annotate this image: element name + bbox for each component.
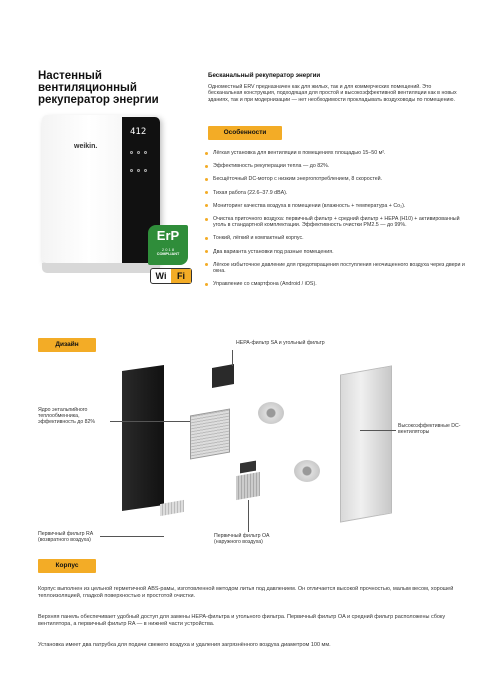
feature-item: Очистка приточного воздуха: первичный фильтр + средний фильтр + HEPA (H10) + активированный уголь в стандартной комплектации. Эффективность очистки PM2.5 — до 99%. <box>204 216 466 228</box>
callout-fans: Высокоэффективные DC-вентиляторы <box>398 423 461 435</box>
callout-line <box>100 536 164 537</box>
callout-line <box>360 430 396 431</box>
wifi-badge <box>150 268 192 284</box>
callout-line <box>232 350 233 366</box>
feature-item: Тихая работа (22.6–37.9 dBA). <box>204 190 466 196</box>
device-buttons <box>128 143 152 173</box>
hepa-filter-part <box>212 364 234 388</box>
housing-paragraph: Корпус выполнен из цельной герметичной ABS-рамы, изготовленной методом литья под давлением. Он отличается высокой прочностью, малым весом, хорошей теплоизоляцией, гладкой поверхностью и простотой очистки. <box>38 586 454 599</box>
device-brand: weikin. <box>74 143 98 150</box>
callout-line <box>248 500 249 532</box>
feature-item: Лёгкая установка для вентиляции в помещениях площадью 15–50 м². <box>204 150 466 156</box>
ra-filter-part <box>160 500 184 516</box>
feature-item: Два варианта установки под разные помещения. <box>204 249 466 255</box>
callout-filter-ra: Первичный фильтр RA (возвратного воздуха) <box>38 531 93 543</box>
front-panel-part <box>122 365 164 511</box>
callout-filter-oa: Первичный фильтр OA (наружного воздуха) <box>214 533 270 545</box>
feature-item: Эффективность рекуперации тепла — до 82%. <box>204 163 466 169</box>
feature-item: Тонкий, лёгкий и компактный корпус. <box>204 235 466 241</box>
wifi-wi: Wi <box>155 271 167 281</box>
feature-item: Лёгкое избыточное давление для предотвращения поступления неочищенного воздуха через двери и окна. <box>204 262 466 274</box>
erp-label: ErP <box>156 228 180 243</box>
fan-part <box>294 460 320 482</box>
device-base <box>42 263 160 273</box>
device-display: 412 <box>130 127 147 137</box>
design-label: Дизайн <box>38 338 96 352</box>
erp-year: 2 0 1 8 <box>161 247 175 252</box>
erp-compliant: COMPLIANT <box>156 252 180 256</box>
device-illustration <box>42 115 162 275</box>
page-title: Настенный вентиляционный рекуператор энергии <box>38 70 159 106</box>
features-label: Особенности <box>208 126 282 140</box>
callout-hepa: HEPA-фильтр SA и угольный фильтр <box>236 340 325 346</box>
wifi-fi: Fi <box>171 269 191 283</box>
housing-label: Корпус <box>38 559 96 573</box>
callout-line <box>110 421 190 422</box>
small-filter-part <box>240 461 256 474</box>
intro-heading: Бесканальный рекуператор энергии <box>208 72 321 79</box>
erp-badge <box>148 225 188 265</box>
feature-item: Мониторинг качества воздуха в помещении (влажность + температура + Co₂). <box>204 203 466 209</box>
case-part <box>340 365 392 522</box>
intro-text: Одноместный ERV предназначен как для жилых, так и для коммерческих помещений. Это бесканальная конструкция, подходящая для простой и высокоэффективной вентиляции как в новых зданиях, так и при модернизации — нет необходимости прокладывать воздуховоды по помещению. <box>208 84 457 103</box>
heat-exchanger-core-part <box>190 408 230 459</box>
housing-paragraph: Установка имеет два патрубка для подачи свежего воздуха и удаления загрязнённого воздуха диаметром 100 мм. <box>38 642 331 648</box>
oa-filter-part <box>236 472 260 500</box>
feature-item: Бесщёточный DC-мотор с низким энергопотреблением, 8 скоростей. <box>204 176 466 182</box>
feature-item: Управление со смартфона (Android / iOS). <box>204 281 466 287</box>
features-list <box>204 150 466 287</box>
fan-part <box>258 402 284 424</box>
callout-core: Ядро энтальпийного теплообменника, эффективность до 82% <box>38 407 96 425</box>
housing-paragraph: Верхняя панель обеспечивает удобный доступ для замены HEPA-фильтра и угольного фильтра. Первичный фильтр OA и средний фильтр расположены сбоку вентилятора, а первичный фильтр RA — в нижней части устройства. <box>38 614 446 627</box>
